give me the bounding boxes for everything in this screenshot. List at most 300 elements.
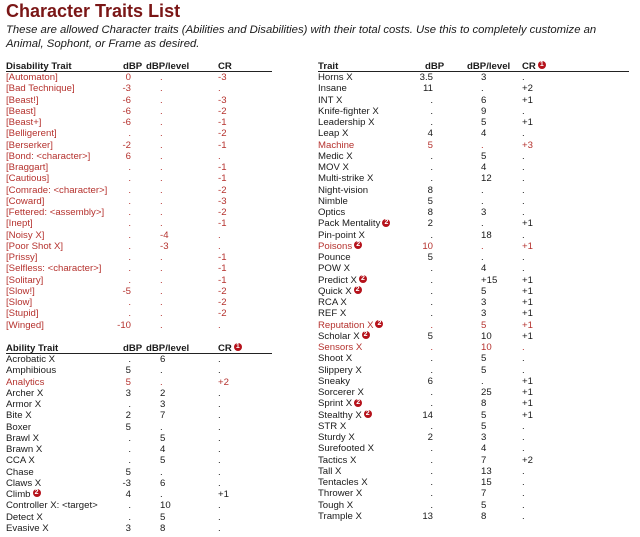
dbp-level-value: 18 bbox=[481, 229, 492, 241]
table-row bbox=[6, 410, 272, 421]
trait-name-cell bbox=[318, 241, 362, 252]
table-row bbox=[318, 128, 629, 139]
trait-name-cell bbox=[318, 173, 373, 184]
cr-value: . bbox=[218, 399, 221, 410]
table-row bbox=[6, 399, 272, 410]
table-row bbox=[6, 83, 272, 94]
dbp-value: . bbox=[128, 252, 131, 263]
trait-name-cell bbox=[318, 466, 341, 477]
trait-name: [Slow!] bbox=[6, 285, 35, 297]
dbp-value: 0 bbox=[125, 72, 131, 83]
trait-name-cell bbox=[318, 387, 364, 398]
trait-name: Medic X bbox=[318, 150, 353, 162]
trait-name: REF X bbox=[318, 308, 347, 320]
trait-name: Climb bbox=[6, 489, 31, 500]
header-dbp-level: dBP/level bbox=[467, 61, 511, 72]
trait-name-cell bbox=[6, 95, 39, 106]
trait-name: Boxer bbox=[6, 421, 32, 433]
trait-name-cell bbox=[6, 230, 44, 241]
trait-name-cell bbox=[6, 500, 98, 511]
cr-value: . bbox=[522, 105, 525, 117]
dbp-value: . bbox=[430, 173, 433, 185]
dbp-value: . bbox=[430, 420, 433, 432]
table-row bbox=[318, 376, 629, 387]
trait-name: [Cautious] bbox=[6, 173, 50, 185]
cr-value: +1 bbox=[218, 489, 229, 500]
trait-name: RCA X bbox=[318, 297, 347, 308]
dbp-value: . bbox=[430, 454, 433, 466]
trait-name-cell bbox=[6, 410, 32, 421]
trait-name: Reputation X bbox=[318, 319, 374, 331]
trait-name-cell bbox=[6, 444, 42, 455]
dbp-level-value: 5 bbox=[481, 499, 487, 511]
cr-value: . bbox=[522, 488, 525, 500]
dbp-value: 5 bbox=[427, 139, 433, 151]
cr-value: +1 bbox=[522, 240, 533, 252]
dbp-value: 5 bbox=[427, 330, 433, 342]
table-row bbox=[318, 432, 629, 443]
cr-value: -3 bbox=[218, 94, 227, 106]
trait-name-cell bbox=[6, 297, 32, 308]
footnote-badge-icon: 2 bbox=[359, 275, 367, 283]
dbp-level-value: 8 bbox=[481, 398, 487, 410]
table-row bbox=[6, 388, 272, 399]
cr-value: +1 bbox=[522, 409, 533, 421]
cr-value: . bbox=[522, 465, 525, 477]
trait-name: Machine bbox=[318, 139, 355, 151]
dbp-level-value: 8 bbox=[481, 510, 487, 522]
trait-name: Acrobatic X bbox=[6, 354, 56, 365]
cr-value: -2 bbox=[218, 128, 227, 140]
dbp-value: . bbox=[430, 308, 433, 320]
cr-value: +1 bbox=[522, 308, 533, 320]
trait-name-cell bbox=[318, 488, 362, 499]
table-row bbox=[6, 140, 272, 151]
cr-value: . bbox=[522, 364, 525, 376]
dbp-level-value: . bbox=[160, 207, 163, 218]
dbp-value: 6 bbox=[427, 375, 433, 387]
trait-name-cell bbox=[318, 477, 368, 488]
dbp-level-value: 3 bbox=[481, 297, 487, 308]
dbp-level-value: . bbox=[481, 375, 484, 387]
cr-value: -3 bbox=[218, 195, 227, 207]
dbp-level-value: 3 bbox=[160, 399, 166, 410]
table-row bbox=[6, 196, 272, 207]
page-title: Character Traits List bbox=[6, 1, 181, 21]
trait-name: Night-vision bbox=[318, 184, 369, 196]
footnote-badge-icon: 2 bbox=[354, 399, 362, 407]
table-header bbox=[318, 61, 629, 72]
dbp-value: . bbox=[128, 128, 131, 140]
dbp-value: 2 bbox=[125, 410, 131, 422]
dbp-value: . bbox=[128, 229, 131, 241]
table-row bbox=[6, 422, 272, 433]
cr-value: . bbox=[218, 150, 221, 162]
trait-name-cell bbox=[318, 297, 347, 308]
table-row bbox=[6, 365, 272, 376]
trait-name: Insane bbox=[318, 83, 347, 95]
table-row bbox=[6, 286, 272, 297]
table-row bbox=[318, 83, 629, 94]
dbp-value: 2 bbox=[427, 218, 433, 230]
trait-name-cell bbox=[318, 320, 383, 331]
table-row bbox=[6, 106, 272, 117]
table-row bbox=[6, 354, 272, 365]
dbp-level-value: . bbox=[160, 72, 163, 83]
trait-name: Tentacles X bbox=[318, 477, 368, 488]
dbp-value: . bbox=[128, 455, 131, 467]
trait-name-cell bbox=[318, 218, 390, 229]
table-row bbox=[6, 377, 272, 388]
cr-value: -1 bbox=[218, 263, 227, 275]
dbp-level-value: . bbox=[160, 421, 163, 433]
trait-name: [Beast!] bbox=[6, 94, 39, 106]
trait-name-cell bbox=[6, 523, 49, 534]
dbp-level-value: . bbox=[481, 218, 484, 230]
cr-value: . bbox=[522, 420, 525, 432]
trait-name: Surefooted X bbox=[318, 443, 375, 455]
dbp-value: . bbox=[430, 150, 433, 162]
cr-value: . bbox=[522, 252, 525, 263]
cr-value: +1 bbox=[522, 330, 533, 342]
trait-name-cell bbox=[318, 398, 362, 409]
trait-name: Sneaky bbox=[318, 375, 350, 387]
table-row bbox=[6, 444, 272, 455]
dbp-level-value: 5 bbox=[481, 364, 487, 376]
table-row bbox=[6, 512, 272, 523]
trait-name-cell bbox=[318, 376, 350, 387]
cr-value: . bbox=[522, 353, 525, 365]
dbp-value: -6 bbox=[122, 94, 131, 106]
cr-value: +2 bbox=[522, 83, 533, 95]
trait-name-cell bbox=[318, 196, 348, 207]
dbp-value: . bbox=[128, 162, 131, 173]
trait-name: [Belligerent] bbox=[6, 128, 57, 140]
cr-value: . bbox=[522, 263, 525, 275]
dbp-level-value: 8 bbox=[160, 522, 166, 534]
table-row bbox=[318, 162, 629, 173]
trait-name: Knife-fighter X bbox=[318, 105, 379, 117]
trait-name-cell bbox=[6, 196, 44, 207]
cr-value: +3 bbox=[522, 139, 533, 151]
dbp-level-value: 9 bbox=[481, 105, 487, 117]
trait-name: Multi-strike X bbox=[318, 173, 374, 185]
table-row bbox=[318, 196, 629, 207]
trait-name-cell bbox=[6, 478, 41, 489]
table-row bbox=[6, 275, 272, 286]
trait-name: [Bad Technique] bbox=[6, 83, 75, 95]
dbp-value: . bbox=[430, 274, 433, 286]
dbp-level-value: 15 bbox=[481, 477, 492, 488]
table-row bbox=[318, 95, 629, 106]
ability-trait-table bbox=[6, 343, 272, 534]
trait-name: STR X bbox=[318, 420, 347, 432]
footnote-badge-icon: 2 bbox=[364, 410, 372, 418]
dbp-value: . bbox=[128, 173, 131, 185]
header-dbp: dBP bbox=[425, 61, 445, 72]
dbp-value: . bbox=[430, 488, 433, 500]
trait-name-cell bbox=[318, 106, 379, 117]
dbp-level-value: 12 bbox=[481, 173, 492, 185]
trait-name-cell bbox=[318, 72, 353, 83]
cr-value: +1 bbox=[522, 94, 533, 106]
footnote-badge-icon: 2 bbox=[382, 219, 390, 227]
dbp-value: . bbox=[128, 444, 131, 455]
table-row bbox=[6, 263, 272, 274]
dbp-value: 4 bbox=[125, 489, 131, 500]
table-row bbox=[318, 500, 629, 511]
dbp-value: 5 bbox=[427, 252, 433, 263]
table-row bbox=[318, 410, 629, 421]
trait-name-cell bbox=[318, 365, 362, 376]
header-cr-label: CR bbox=[522, 61, 536, 72]
dbp-level-value: . bbox=[160, 376, 163, 388]
dbp-value: . bbox=[128, 240, 131, 252]
trait-name: Amphibious bbox=[6, 365, 57, 377]
table-row bbox=[6, 151, 272, 162]
trait-name-cell bbox=[6, 388, 43, 399]
dbp-value: 5 bbox=[125, 365, 131, 377]
header-dbp-level: dBP/level bbox=[146, 61, 190, 72]
table-row bbox=[318, 241, 629, 252]
dbp-value: 4 bbox=[427, 128, 433, 140]
dbp-value: . bbox=[128, 399, 131, 410]
trait-name: Bite X bbox=[6, 410, 32, 422]
trait-name-cell bbox=[318, 308, 346, 319]
dbp-level-value: 7 bbox=[481, 488, 487, 500]
trait-name: [Beast] bbox=[6, 105, 36, 117]
trait-name-cell bbox=[318, 432, 355, 443]
dbp-value: . bbox=[128, 354, 131, 365]
cr-value: -1 bbox=[218, 173, 227, 185]
trait-name: [Bond: <character>] bbox=[6, 150, 91, 162]
trait-name-cell bbox=[318, 421, 346, 432]
cr-value: . bbox=[218, 444, 221, 455]
dbp-value: . bbox=[128, 308, 131, 320]
table-header bbox=[6, 61, 272, 72]
dbp-value: . bbox=[128, 297, 131, 308]
trait-name: Chase bbox=[6, 466, 34, 478]
table-row bbox=[6, 95, 272, 106]
trait-name: Sprint X bbox=[318, 398, 353, 410]
table-row bbox=[318, 275, 629, 286]
page-subtitle: These are allowed Character traits (Abilities and Disabilities) with their total costs. Use this to completely customize an Animal, Sophont, or Frame as desired. bbox=[6, 24, 597, 50]
cr-value: . bbox=[522, 432, 525, 443]
cr-value: . bbox=[522, 207, 525, 218]
trait-name: Archer X bbox=[6, 387, 44, 399]
trait-name-cell bbox=[318, 128, 348, 139]
dbp-level-value: . bbox=[160, 285, 163, 297]
cr-value: -2 bbox=[218, 297, 227, 308]
dbp-value: . bbox=[128, 207, 131, 218]
dbp-level-value: . bbox=[160, 162, 163, 173]
table-row bbox=[318, 511, 629, 522]
cr-value: +1 bbox=[522, 387, 533, 398]
cr-value: . bbox=[218, 477, 221, 489]
table-row bbox=[318, 455, 629, 466]
table-row bbox=[6, 489, 272, 500]
cr-value: . bbox=[218, 365, 221, 377]
dbp-level-value: 4 bbox=[481, 162, 487, 173]
trait-name: Pin-point X bbox=[318, 229, 365, 241]
cr-value: -2 bbox=[218, 308, 227, 320]
cr-value: . bbox=[218, 421, 221, 433]
trait-name: [Winged] bbox=[6, 319, 44, 331]
footnote-badge-icon: 1 bbox=[538, 61, 546, 69]
trait-name-cell bbox=[318, 410, 372, 421]
trait-name-cell bbox=[6, 72, 58, 83]
trait-name: [Poor Shot X] bbox=[6, 240, 64, 252]
trait-name-cell bbox=[6, 320, 44, 331]
dbp-value: . bbox=[128, 511, 131, 523]
cr-value: . bbox=[218, 354, 221, 365]
trait-name: [Selfless: <character>] bbox=[6, 263, 102, 275]
dbp-level-value: 2 bbox=[160, 387, 166, 399]
trait-name: Quick X bbox=[318, 285, 352, 297]
trait-name: Pounce bbox=[318, 252, 351, 263]
header-cr-label: CR bbox=[218, 343, 232, 354]
cr-value: -2 bbox=[218, 105, 227, 117]
trait-name: Sensors X bbox=[318, 342, 363, 353]
dbp-level-value: . bbox=[160, 173, 163, 185]
footnote-badge-icon: 2 bbox=[375, 320, 383, 328]
table-row bbox=[318, 117, 629, 128]
trait-name: Sturdy X bbox=[318, 432, 355, 443]
trait-name-cell bbox=[6, 377, 44, 388]
cr-value: . bbox=[522, 477, 525, 488]
trait-name: Brawl X bbox=[6, 432, 40, 444]
cr-value: . bbox=[522, 195, 525, 207]
trait-name-cell bbox=[6, 140, 53, 151]
trait-name: Armor X bbox=[6, 399, 42, 410]
trait-name: [Stupid] bbox=[6, 308, 39, 320]
trait-name-cell bbox=[318, 455, 356, 466]
cr-value: . bbox=[522, 150, 525, 162]
dbp-value: . bbox=[128, 184, 131, 196]
dbp-level-value: . bbox=[481, 240, 484, 252]
trait-name-cell bbox=[6, 207, 104, 218]
trait-name-cell bbox=[6, 489, 41, 500]
table-row bbox=[6, 500, 272, 511]
table-row bbox=[318, 365, 629, 376]
dbp-level-value: 5 bbox=[481, 319, 487, 331]
dbp-level-value: 3 bbox=[481, 72, 487, 83]
cr-value: +1 bbox=[522, 375, 533, 387]
trait-name-cell bbox=[6, 286, 35, 297]
dbp-value: 3 bbox=[125, 522, 131, 534]
trait-name-cell bbox=[6, 241, 63, 252]
table-row bbox=[6, 467, 272, 478]
trait-name: Predict X bbox=[318, 274, 357, 286]
dbp-level-value: 5 bbox=[160, 432, 166, 444]
table-row bbox=[6, 117, 272, 128]
trait-name-cell bbox=[318, 342, 362, 353]
dbp-level-value: 7 bbox=[160, 410, 166, 422]
dbp-value: 8 bbox=[427, 207, 433, 218]
dbp-level-value: . bbox=[160, 117, 163, 128]
dbp-value: 8 bbox=[427, 184, 433, 196]
table-row bbox=[6, 230, 272, 241]
trait-name-cell bbox=[6, 106, 36, 117]
table-row bbox=[6, 455, 272, 466]
trait-name-cell bbox=[318, 252, 351, 263]
disability-trait-table bbox=[6, 61, 272, 331]
trait-name-cell bbox=[6, 399, 41, 410]
table-row bbox=[6, 320, 272, 331]
cr-value: . bbox=[218, 500, 221, 512]
trait-table bbox=[318, 61, 629, 522]
trait-name-cell bbox=[6, 365, 56, 376]
trait-name-cell bbox=[318, 500, 353, 511]
trait-name: Tactics X bbox=[318, 454, 357, 466]
dbp-level-value: . bbox=[160, 105, 163, 117]
dbp-value: 3.5 bbox=[419, 72, 433, 83]
dbp-level-value: . bbox=[160, 83, 163, 95]
trait-name-cell bbox=[318, 140, 354, 151]
table-row bbox=[6, 297, 272, 308]
trait-name: Optics bbox=[318, 207, 346, 218]
trait-name-cell bbox=[6, 83, 75, 94]
dbp-value: . bbox=[128, 195, 131, 207]
dbp-value: . bbox=[128, 218, 131, 230]
trait-name-cell bbox=[6, 275, 43, 286]
cr-value: -1 bbox=[218, 162, 227, 173]
dbp-value: . bbox=[430, 342, 433, 353]
table-row bbox=[6, 162, 272, 173]
trait-name: Scholar X bbox=[318, 330, 360, 342]
trait-name: Horns X bbox=[318, 72, 353, 83]
dbp-value: . bbox=[128, 274, 131, 286]
table-row bbox=[6, 433, 272, 444]
cr-value: . bbox=[218, 240, 221, 252]
dbp-value: . bbox=[430, 94, 433, 106]
cr-value: -1 bbox=[218, 252, 227, 263]
trait-name-cell bbox=[6, 151, 90, 162]
trait-name-cell bbox=[6, 455, 35, 466]
dbp-level-value: 6 bbox=[481, 94, 487, 106]
trait-name: [Prissy] bbox=[6, 252, 38, 263]
trait-name: Controller X: <target> bbox=[6, 500, 98, 512]
trait-name-cell bbox=[6, 467, 34, 478]
cr-value: . bbox=[522, 162, 525, 173]
cr-value: . bbox=[218, 83, 221, 95]
dbp-value: . bbox=[430, 387, 433, 398]
trait-name: MOV X bbox=[318, 162, 349, 173]
dbp-value: . bbox=[430, 398, 433, 410]
dbp-value: -3 bbox=[122, 477, 131, 489]
table-row bbox=[318, 218, 629, 229]
cr-value: . bbox=[522, 499, 525, 511]
dbp-level-value: 5 bbox=[481, 409, 487, 421]
dbp-level-value: . bbox=[160, 94, 163, 106]
dbp-level-value: -4 bbox=[160, 229, 169, 241]
dbp-level-value: 5 bbox=[481, 117, 487, 128]
dbp-value: . bbox=[430, 162, 433, 173]
dbp-value: . bbox=[430, 465, 433, 477]
dbp-value: -10 bbox=[117, 319, 131, 331]
dbp-value: . bbox=[430, 105, 433, 117]
dbp-level-value: . bbox=[160, 150, 163, 162]
cr-value: . bbox=[522, 510, 525, 522]
trait-name-cell bbox=[318, 162, 349, 173]
trait-name: Tough X bbox=[318, 499, 354, 511]
trait-name-cell bbox=[6, 185, 107, 196]
table-row bbox=[6, 128, 272, 139]
trait-name: Pack Mentality bbox=[318, 218, 381, 230]
cr-value: . bbox=[218, 229, 221, 241]
dbp-level-value: . bbox=[481, 195, 484, 207]
dbp-value: . bbox=[128, 432, 131, 444]
